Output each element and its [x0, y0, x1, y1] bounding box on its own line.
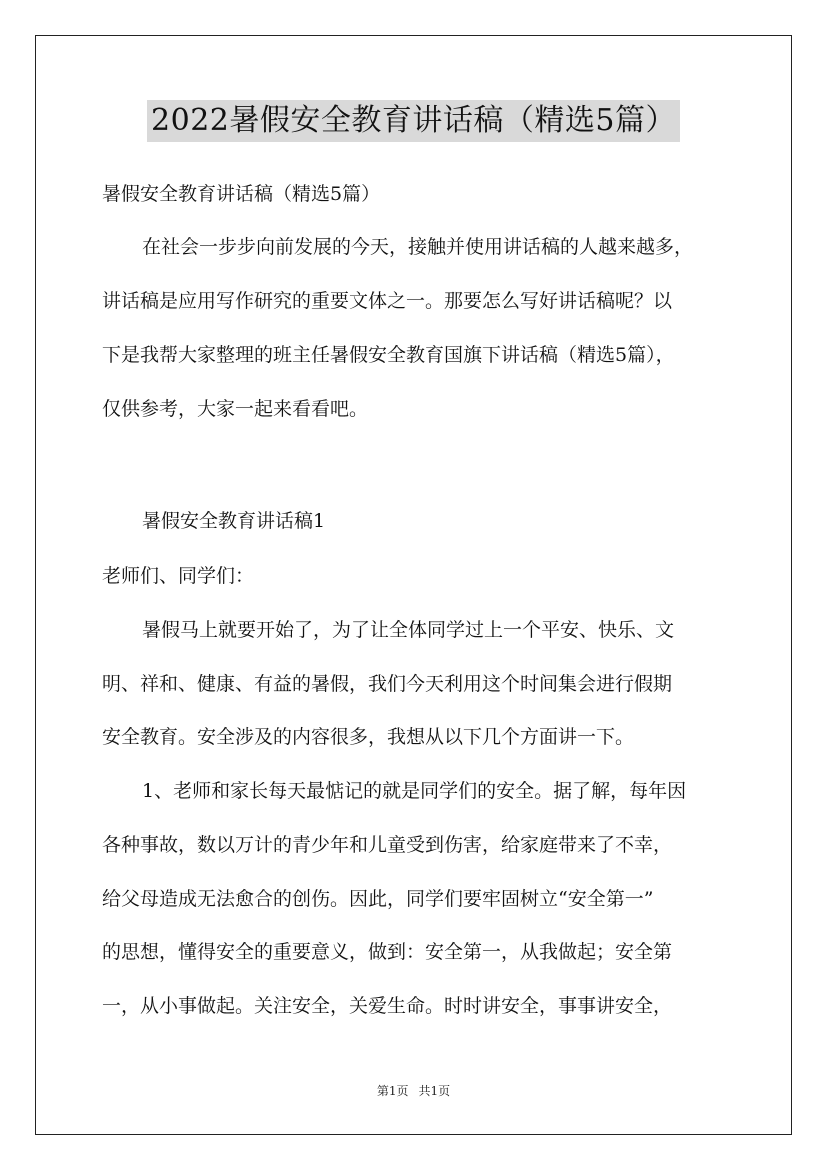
- document-title: 2022暑假安全教育讲话稿（精选5篇）: [147, 100, 680, 142]
- paragraph-line: 给父母造成无法愈合的创伤。因此，同学们要牢固树立“安全第一”: [102, 888, 654, 910]
- title-container: [0, 100, 827, 142]
- intro-line: 在社会一步步向前发展的今天，接触并使用讲话稿的人越来越多，: [142, 236, 694, 258]
- page-number: 第1页: [376, 1084, 409, 1098]
- paragraph-line: 暑假马上就要开始了，为了让全体同学过上一个平安、快乐、文: [142, 619, 675, 641]
- paragraph-line: 安全教育。安全涉及的内容很多，我想从以下几个方面讲一下。: [102, 726, 635, 748]
- paragraph-line: 明、祥和、健康、有益的暑假，我们今天利用这个时间集会进行假期: [102, 673, 673, 695]
- intro-line: 下是我帮大家整理的班主任暑假安全教育国旗下讲话稿（精选5篇），: [102, 344, 675, 366]
- paragraph-line: 1、老师和家长每天最惦记的就是同学们的安全。据了解，每年因: [142, 780, 687, 802]
- section-heading: 暑假安全教育讲话稿1: [142, 510, 326, 532]
- document-subtitle: 暑假安全教育讲话稿（精选5篇）: [102, 183, 381, 205]
- page-total: 共1页: [418, 1084, 451, 1098]
- intro-line: 仅供参考，大家一起来看看吧。: [102, 398, 369, 420]
- paragraph-line: 的思想，懂得安全的重要意义，做到：安全第一，从我做起；安全第: [102, 941, 673, 963]
- page-footer: [0, 1083, 827, 1099]
- intro-line: 讲话稿是应用写作研究的重要文体之一。那要怎么写好讲话稿呢？以: [102, 290, 673, 312]
- salutation: 老师们、同学们：: [102, 565, 255, 587]
- paragraph-line: 各种事故，数以万计的青少年和儿童受到伤害，给家庭带来了不幸，: [102, 834, 673, 856]
- paragraph-line: 一，从小事做起。关注安全，关爱生命。时时讲安全，事事讲安全，: [102, 995, 673, 1017]
